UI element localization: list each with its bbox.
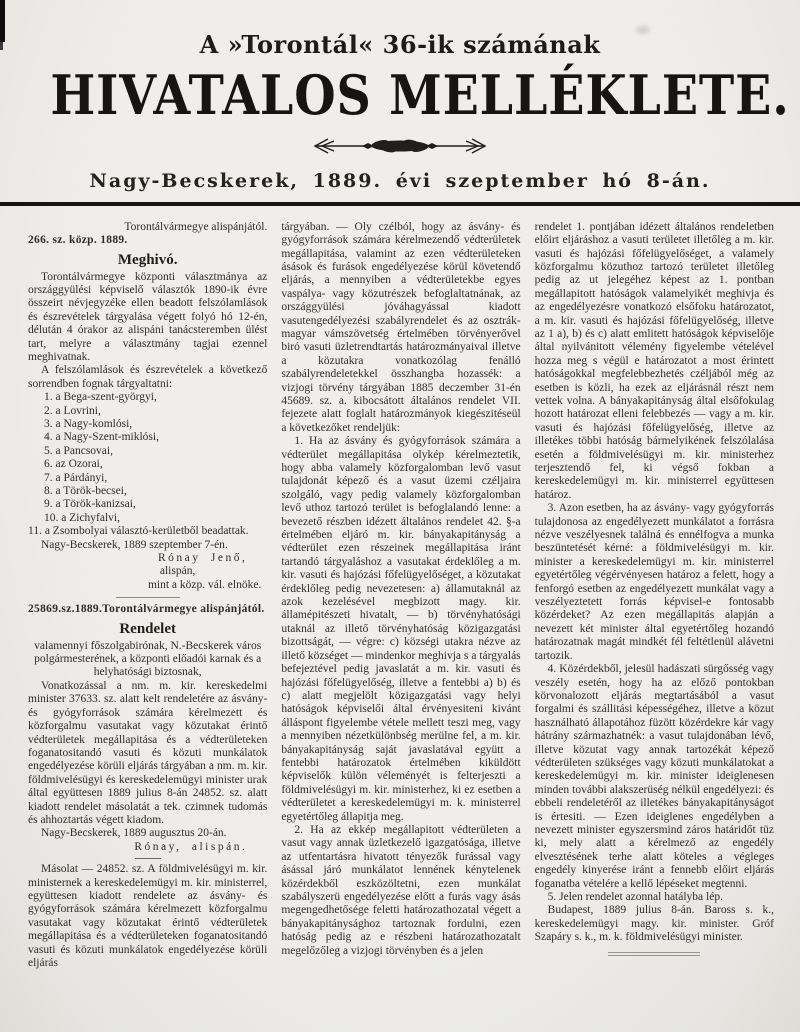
paragraph: 3. Azon esetben, ha az ásvány- vagy gyógyforrás tulajdonosa az engedélyezett munkálatot a forrásra nézve veszélyesnek találná és ennélfogva a munka beszüntetését kérné: a földmivelésügyi m. kir. minister a kereskedelemügyi m. kir. ministerrel egyetértőleg végérvényesen határoz a felett, hogy a fenforgó esetben az engedélyezett munkálat vagy a veszélyeztetett forrás képvisel-e fontosabb közérdeket? Az ezen megállapitás alapján a nevezett két minister által egyetértőleg hozandó határozatnak magát mindkét fél feltétlenül alávetni tartozik. — [534, 502, 774, 662]
list-item: 2. a Lovrini, — [44, 404, 101, 417]
paragraph: 4. Közérdekből, jelesül hadászati sürgősség vagy veszély esetén, hogy ha az előző pontokban körvonalozott eljárás megtartásából a vasut forgalmi és szállitási képességéhez, illetve a közut használható állapotához füzött közérdekre kár vagy hátrány származhatnék: a vasut tulajdonában lévő, illetve közutat vagy annak tartozékát képező védterületen szükséges vagy közuti munkálatokat a kereskedelemügyi m. kir. minister ideiglenesen minden további alakszerüség nélkül engedélyezi: és ebbeli rendeletéről az illetékes bányakapitányságot is értesiti. — Ezen ideiglenes engedélyben a nevezett minister egyszersmind záros határidőt tüz ki, mely alatt a kérelmező az engedély elvesztésének terhe alatt köteles a végleges engedély kinyerése iránt a fennebb előirt eljárás foganatba vételére a kellő lépéseket megtenni. — [534, 663, 774, 890]
list-item: 1. a Bega-szent-györgyi, — [44, 391, 157, 404]
list-item: 3. a Nagy-komlósi, — [44, 417, 133, 430]
paragraph: 11. a Zsombolyai választó-kerületből beadattak. — [28, 525, 249, 538]
paragraph: Torontálvármegye központi választmánya az országgyülési képviselő választók 1890-ik évre összeirt névjegyzéke ellen beadott felszólamlások és észrevételek tárgyalása végett folyó hó 12-én, délután 4 órakor az alispáni tanácsteremben ülést tart, melyre a választmány tagjai ezennel meghivatnak. — [28, 270, 268, 363]
paragraph: Másolat — 24852. sz. A földmivelésügyi m. kir. ministernek a kereskedelemügyi m. kir. ministerrel, együttesen kiadott rendelete az ásvány- és gyógyforrások számára kérelmezett közforgalmu vasutakat vagy közutakat érintő védterületek megállapitása és a védterületeken foganatositandó vasuti és közuti munkálatok engedélyezése körüli eljárás — [28, 863, 268, 969]
rule-divider — [116, 597, 180, 598]
paragraph: Vonatkozással a nm. m. kir. kereskedelmi minister 37633. sz. alatt kelt rendeletére az ásvány- és gyógyforrások számára kérelmezett és közforgalmu vasutakat vagy közutakat érintő védterületek megállapitása és a védterületeken foganatositandó vasuti és közuti munkálatok engedélyezése körüli eljárás tárgyában a nm. m. kir. földmivelésügyi és kereskedelemügyi minister urak által együttesen 1889 julius 8-án 24852. sz. alatt kiadott rendelet másolatát a tek. czimnek tudomás és ahhoztartás végett kiadom. — [28, 679, 268, 826]
article-columns — [0, 206, 800, 997]
rule-divider — [608, 952, 700, 956]
paragraph: 1. Ha az ásvány és gyógyforrások számára a védterület megállapitása olykép kérelmeztetik, hogy abba valamely közforgalomban levő vasut tulajdonát képező és a vasut üzemi czéljaira szolgáló, vagy pedig valamely közforgalomban levő uthoz tartozó terület is befoglalandó lenne: a bevezető részben idézett általános rendelet 42. §-a értelmében eljáró m. kir. bányakapitányság a védterület ezen részeinek megállapitása iránt tartandó tárgyaláshoz a vasutakat érdeklőleg a m. kir. vasuti és hajózási főfelügyelőséget, a közutakat érdeklőleg pedig nevezetesen: a) államutaknál az azok kezelésével megbizott magy. kir. államépitészeti hivatalt, — b) törvényhatósági utaknál az illető törvényhatóság közigazgatási bizottságát, — végre: c) községi utakra nézve az illető községet — mindenkor meghivja s a tárgyalás befejeztével pedig javaslatát a m. kir. vasuti és hajózási főfelügyelőség, illetve a fentebbi a) b) és c) alatt megjelölt közigazgatási vagy helyi hatóságok képviselői által érvényesiteni kivánt álláspont figyelembe vétele mellett teszi meg, vagy a mennyiben nézetkülönbség merülne fel, a m. kir. bányakapitányság saját javaslatával együtt a fentebbi határozatok értelmében kiküldött képviselők külön véleményét is felterjeszti a földmivelésügyi m. kir. ministerhez, ki ez esetben a védterületet a kereskedelemügyi m. k. ministerrel egyetértőleg állapitja meg. — [281, 435, 521, 823]
paragraph: 2. Ha az ekkép megállapitott védterületen a vasut vagy annak üzletkezelő igazgatósága, illetve az utfentartásra hivatott tényezők furással vagy ásással járó munkálatot lennének kénytelenek közérdekből eszközöltetni, ezen munkálat szabályszerü engedélyezése előtt a furás vagy ásás megengedhetősége feletti határozathozatal végett a bányakapitánysághoz tartoznak fordulni, ezen hatóság pedig az e részbeni határozathozatalt megelőzőleg a vizjogi törvényben és a jelen — [281, 823, 521, 957]
paragraph: 25869.sz.1889.Torontálvármegye alispánjától. — [28, 603, 265, 616]
ornament-divider — [0, 134, 800, 158]
list-item: 10. a Zichyfalvi, — [44, 511, 121, 524]
paragraph: 266. sz. közp. 1889. — [28, 234, 128, 247]
masthead — [0, 0, 800, 206]
scan-edge-artifact — [0, 0, 5, 42]
column-2 — [281, 221, 520, 997]
list-item: 8. a Török-becsei, — [44, 485, 127, 497]
paragraph: Nagy-Becskerek, 1889 szeptember 7-én. — [41, 538, 228, 551]
column-1 — [28, 221, 267, 997]
paragraph: valamennyi főszolgabirónak, N.-Becskerek város polgármesterének, a központi előadói karnak és a helyhatósági biztosnak, — [34, 639, 262, 679]
page-title: HIVATALOS MELLÉKLETE. — [50, 63, 790, 127]
paragraph: rendelet 1. pontjában idézett általános rendeletben előirt eljáráshoz a vasuti területet illetőleg a m. kir. vasuti és hajózási főfelügyelőséget, a valamely közforgalmu közuthoz tartozó területet illetőleg pedig az ut jelegéhez képest az 1. pontban megállapitott hatóságok valamelyikét meghivja és az engedélyezésre vonatkozó elsőfoku határozatot, a m. kir. vasuti és hajózási főfelügyelőség, illetve az 1 a), b) és c) alatt emlitett hatóságok képviselője által nyilvánitott vélemény figyelembe vételével hozza meg s végül e határozatot a most érintett hatóságokkal megfelebbezhetés czéljából még az esetben is közli, ha ezek az eljárásnál részt nem vettek volna. A bányakapitányság által elsőfokulag hozott határozat elleni felebbezés — vagy a m. kir. vasuti és hajózási főfelügyelőség, illetve az illetékes többi hatóság bármelyikének felszólalása esetén a földmivelésügyi m. kir. ministerhez terjesztendő fel, ki végső fokban a kereskedelemügyi m. kir. ministerrel együttesen határoz. — [534, 220, 774, 501]
paragraph: Budapest, 1889 julius 8-án. Baross s. k., kereskedelemügyi magy. kir. minister. Gróf Szapáry s. k., m. k. földmivelésügyi minister. — [534, 904, 774, 944]
list-item: 4. a Nagy-Szent-miklósi, — [44, 431, 159, 444]
list-item: 6. az Ozorai, — [44, 458, 103, 471]
section-heading: Rendelet — [119, 620, 176, 637]
list-item: 7. a Párdányi, — [44, 471, 108, 484]
column-3 — [535, 221, 774, 997]
rule-divider — [135, 858, 161, 859]
paragraph: A felszólamlások és észrevételek a következő sorrendben fognak tárgyaltatni: — [28, 364, 268, 390]
signature-line: Rónay Jenő, — [157, 552, 248, 565]
paragraph: 5. Jelen rendelet azonnal hatályba lép. — [547, 891, 723, 903]
section-heading: Meghivó. — [117, 251, 178, 268]
paragraph: Nagy-Becskerek, 1889 augusztus 20-án. — [41, 827, 227, 840]
ornament-icon — [310, 134, 490, 158]
scan-edge-artifact-small — [0, 42, 3, 50]
dateline: Nagy-Becskerek, 1889. évi szeptember hó 8-án. — [89, 169, 711, 192]
signature-line: alispán, — [159, 565, 196, 578]
signature-line: Rónay, alispán. — [134, 840, 248, 853]
list-item: 9. a Török-kanizsai, — [44, 498, 136, 511]
paragraph: Torontálvármegye alispánjától. — [124, 220, 268, 233]
issue-line: A »Torontál« 36-ik számának — [199, 30, 601, 59]
list-item: 5. a Pancsovai, — [44, 444, 113, 457]
paragraph: tárgyában. — Oly czélból, hogy az ásvány- és gyógyforrások számára kérelmezendő védterületek megállapitása, valamint az ezen védterületeken ásások és furások engedélyezése körül követendő eljárás, a mennyiben a védterületekbe egyes vaspálya- vagy közutrészek befoglaltatnának, az országgyülési jóváhagyással kiadott vasutengedélyezési szabályrendelet és az osztrák-magyar vámszövetség értelmében törvényerővel biró vasuti üzletrendtartás határozmányaival illetve a közutakra vonatkozólag fenálló szabályrendeletekkel összhangba hozassék: a vizjogi törvény tárgyában 1885 deczember 31-én 45689. sz. a. kibocsátott általános rendelet VII. fejezete alatt foglalt határozmányok kiegészitéseül a következőket rendeljük: — [281, 220, 521, 434]
scan-smudge-artifact — [636, 26, 650, 34]
signature-line: mint a közp. vál. elnöke. — [147, 578, 262, 591]
